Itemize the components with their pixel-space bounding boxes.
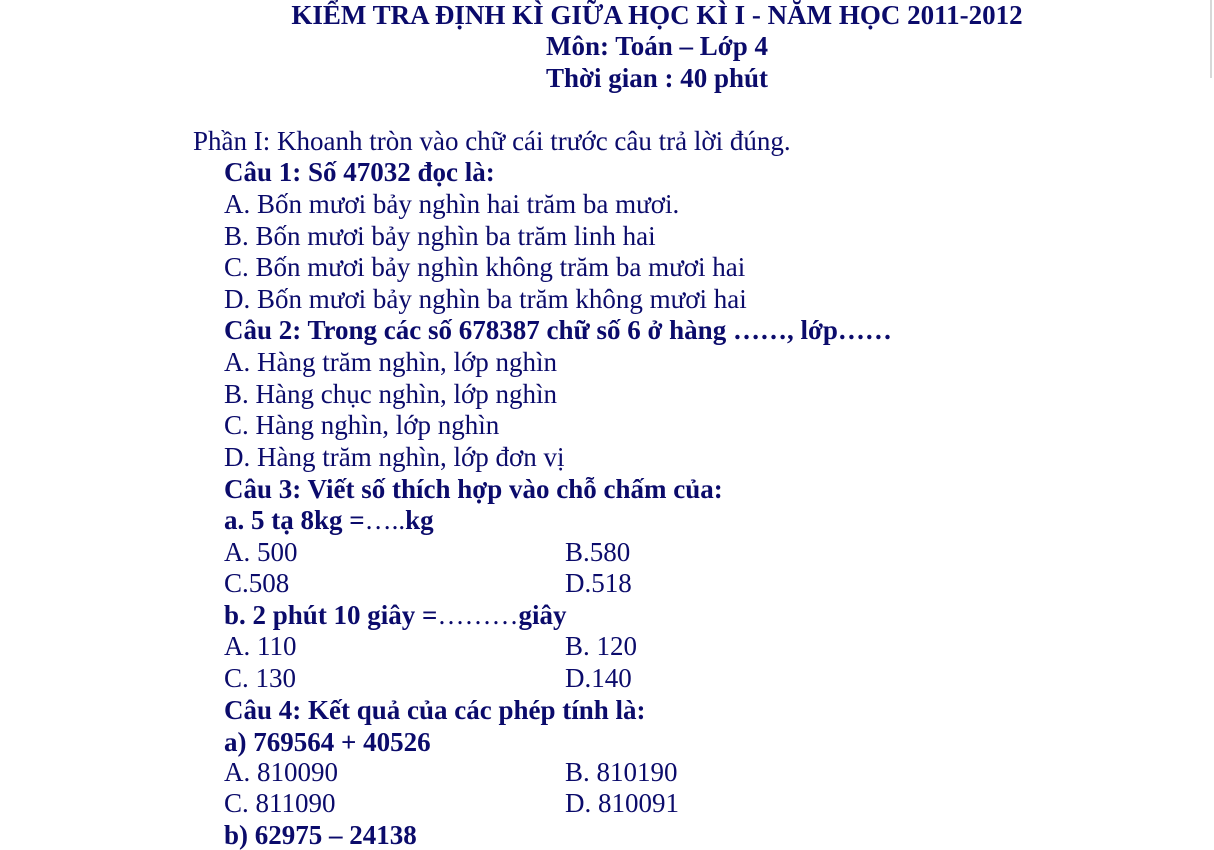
q2-option-b[interactable]: B. Hàng chục nghìn, lớp nghìn <box>224 379 557 409</box>
q4a-option-b[interactable]: B. 810190 <box>565 757 678 787</box>
q3b-option-d[interactable]: D.140 <box>565 663 632 693</box>
q4a-option-c[interactable]: C. 811090 <box>224 788 336 818</box>
q3-title: Câu 3: Viết số thích hợp vào chỗ chấm của: <box>224 474 723 504</box>
q3b-prompt <box>224 600 566 630</box>
q3b-option-c[interactable]: C. 130 <box>224 663 297 693</box>
q3b-blank: ……… <box>437 600 519 630</box>
q3a-option-a[interactable]: A. 500 <box>224 537 298 567</box>
q3a-blank: ….. <box>364 505 406 535</box>
exam-title: KIỂM TRA ĐỊNH KÌ GIỮA HỌC KÌ I - NĂM HỌC 2011-2012 <box>291 0 1023 30</box>
q4-title: Câu 4: Kết quả của các phép tính là: <box>224 695 646 725</box>
q3b-unit: giây <box>518 600 567 630</box>
q2-option-c[interactable]: C. Hàng nghìn, lớp nghìn <box>224 410 500 440</box>
q3a-option-b[interactable]: B.580 <box>565 537 631 567</box>
q1-option-a[interactable]: A. Bốn mươi bảy nghìn hai trăm ba mươi. <box>224 189 680 219</box>
q4b-prompt: b) 62975 – 24138 <box>224 820 417 850</box>
q3a-label: a. 5 tạ 8kg = <box>224 505 365 535</box>
q1-option-b[interactable]: B. Bốn mươi bảy nghìn ba trăm linh hai <box>224 221 656 251</box>
q3b-option-b[interactable]: B. 120 <box>565 631 638 661</box>
q2-title: Câu 2: Trong các số 678387 chữ số 6 ở hàng ……, lớp…… <box>224 315 892 345</box>
part1-instruction: Phần I: Khoanh tròn vào chữ cái trước câu trả lời đúng. <box>193 126 791 156</box>
q1-option-c[interactable]: C. Bốn mươi bảy nghìn không trăm ba mươi hai <box>224 252 746 282</box>
q3a-prompt <box>224 505 434 535</box>
subject-line: Môn: Toán – Lớp 4 <box>545 31 769 61</box>
q3b-option-a[interactable]: A. 110 <box>224 631 297 661</box>
page-edge <box>1210 0 1212 78</box>
q4a-option-a[interactable]: A. 810090 <box>224 757 338 787</box>
q3b-label: b. 2 phút 10 giây = <box>224 600 438 630</box>
q1-title: Câu 1: Số 47032 đọc là: <box>224 157 495 187</box>
q3a-option-d[interactable]: D.518 <box>565 568 632 598</box>
q3a-option-c[interactable]: C.508 <box>224 568 290 598</box>
q3a-unit: kg <box>405 505 434 535</box>
q4a-prompt: a) 769564 + 40526 <box>224 727 431 757</box>
q1-option-d[interactable]: D. Bốn mươi bảy nghìn ba trăm không mươi hai <box>224 284 747 314</box>
q2-option-a[interactable]: A. Hàng trăm nghìn, lớp nghìn <box>224 347 557 377</box>
q2-option-d[interactable]: D. Hàng trăm nghìn, lớp đơn vị <box>224 442 565 472</box>
time-line: Thời gian : 40 phút <box>545 63 769 93</box>
q4a-option-d[interactable]: D. 810091 <box>565 788 679 818</box>
